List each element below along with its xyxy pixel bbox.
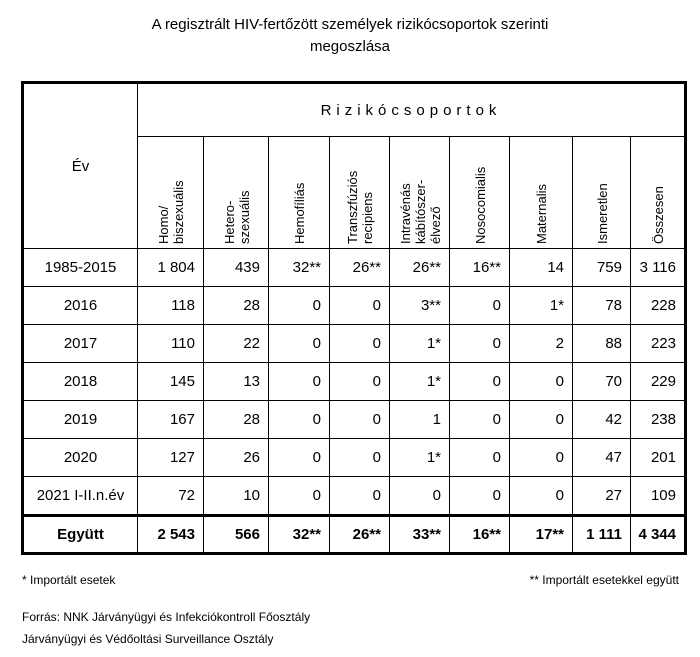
table-cell: 88: [573, 325, 631, 363]
total-cell: 17**: [510, 516, 573, 554]
column-header-line: Ismeretlen: [594, 183, 610, 244]
table-cell: 201: [631, 439, 686, 477]
table-cell: 228: [631, 287, 686, 325]
table-row: [23, 439, 686, 477]
row-year: 2017: [23, 325, 138, 363]
table-cell: 0: [269, 477, 330, 516]
table-cell: 0: [330, 439, 390, 477]
table-cell: 70: [573, 363, 631, 401]
table-cell: 16**: [450, 249, 510, 287]
table-cell: 22: [204, 325, 269, 363]
table-cell: 1*: [510, 287, 573, 325]
table-cell: 14: [510, 249, 573, 287]
table-cell: 1: [390, 401, 450, 439]
table-cell: 2: [510, 325, 573, 363]
table-cell: 13: [204, 363, 269, 401]
column-header-line: Hemofíliás: [292, 182, 307, 244]
table-cell: 26**: [330, 249, 390, 287]
column-header: [330, 137, 390, 249]
table-cell: 0: [269, 401, 330, 439]
table-cell: 0: [510, 439, 573, 477]
row-year: 2018: [23, 363, 138, 401]
total-cell: 566: [204, 516, 269, 554]
column-header-line: Intravénás: [397, 183, 413, 244]
table-cell: 118: [138, 287, 204, 325]
table-row: [23, 249, 686, 287]
table-cell: 0: [330, 477, 390, 516]
table-cell: 223: [631, 325, 686, 363]
row-year: 2020: [23, 439, 138, 477]
column-header: [269, 137, 330, 249]
column-header-line: Transzfúziós: [345, 170, 360, 244]
table-cell: 0: [450, 287, 510, 325]
total-label: Együtt: [23, 516, 138, 554]
column-header-line: Hetero-: [221, 200, 237, 244]
footnote-single-star: * Importált esetek: [22, 573, 116, 587]
table-cell: 1 804: [138, 249, 204, 287]
column-header-line: biszexuális: [171, 180, 186, 244]
column-header-line: Homo/: [156, 205, 171, 244]
column-header-label: [534, 184, 549, 244]
table-cell: 26**: [390, 249, 450, 287]
table-cell: 28: [204, 287, 269, 325]
table-row: [23, 401, 686, 439]
column-header: [138, 137, 204, 249]
source-line-2: Járványügyi és Védőoltási Surveillance Osztály: [22, 632, 274, 646]
column-header: [631, 137, 686, 249]
column-header-label: [473, 167, 488, 244]
table-cell: 42: [573, 401, 631, 439]
table-cell: 167: [138, 401, 204, 439]
table-cell: 0: [510, 401, 573, 439]
footnote-double-star: ** Importált esetekkel együtt: [529, 573, 679, 587]
column-header-line: szexuális: [236, 190, 252, 244]
year-header: Év: [23, 83, 138, 249]
table-cell: 47: [573, 439, 631, 477]
table-cell: 27: [573, 477, 631, 516]
column-header: [573, 137, 631, 249]
column-header-label: [398, 180, 443, 244]
total-cell: 1 111: [573, 516, 631, 554]
table-cell: 759: [573, 249, 631, 287]
column-header-line: kábítószer-: [412, 179, 428, 244]
column-header-line: Maternalis: [534, 184, 549, 244]
table-cell: 0: [450, 363, 510, 401]
table-cell: 1*: [390, 325, 450, 363]
table-cell: 0: [450, 401, 510, 439]
table-cell: 0: [269, 325, 330, 363]
column-header: [510, 137, 573, 249]
page-title: [0, 14, 700, 58]
column-header-line: Összesen: [651, 186, 666, 244]
table-cell: 0: [510, 363, 573, 401]
column-header-label: [156, 180, 186, 244]
table-cell: 0: [269, 287, 330, 325]
table-cell: 0: [450, 439, 510, 477]
total-cell: 16**: [450, 516, 510, 554]
table-cell: 0: [330, 325, 390, 363]
total-cell: 4 344: [631, 516, 686, 554]
table-cell: 10: [204, 477, 269, 516]
table-cell: 229: [631, 363, 686, 401]
row-year: 2016: [23, 287, 138, 325]
table-cell: 109: [631, 477, 686, 516]
table-cell: 78: [573, 287, 631, 325]
column-header-line: Nosocomialis: [472, 166, 488, 244]
table-cell: 28: [204, 401, 269, 439]
table-cell: 72: [138, 477, 204, 516]
total-row: [23, 516, 686, 554]
table-cell: 145: [138, 363, 204, 401]
table-cell: 3**: [390, 287, 450, 325]
table-row: [23, 325, 686, 363]
table-cell: 0: [330, 287, 390, 325]
table-cell: 0: [450, 325, 510, 363]
hiv-risk-table: [21, 81, 687, 555]
row-year: 2021 I-II.n.év: [23, 477, 138, 516]
column-header-label: [595, 183, 610, 244]
table-cell: 238: [631, 401, 686, 439]
table-cell: 1*: [390, 363, 450, 401]
table-cell: 32**: [269, 249, 330, 287]
title-line-2: megoszlása: [309, 38, 391, 55]
column-header: [390, 137, 450, 249]
row-year: 2019: [23, 401, 138, 439]
column-header: [204, 137, 269, 249]
total-cell: 2 543: [138, 516, 204, 554]
table-cell: 3 116: [631, 249, 686, 287]
table-cell: 0: [450, 477, 510, 516]
table-cell: 439: [204, 249, 269, 287]
total-cell: 32**: [269, 516, 330, 554]
total-cell: 33**: [390, 516, 450, 554]
column-header-label: [345, 171, 375, 244]
table-cell: 0: [390, 477, 450, 516]
column-header-label: [292, 183, 307, 244]
table-cell: 1*: [390, 439, 450, 477]
table-cell: 0: [269, 363, 330, 401]
risk-group-header: Rizikócsoportok: [138, 83, 686, 137]
column-header-label: [222, 191, 252, 244]
total-cell: 26**: [330, 516, 390, 554]
table-row: [23, 363, 686, 401]
row-year: 1985-2015: [23, 249, 138, 287]
table-cell: 0: [330, 363, 390, 401]
title-line-1: A regisztrált HIV-fertőzött személyek rizikócsoportok szerinti: [151, 16, 549, 33]
table-cell: 127: [138, 439, 204, 477]
column-header: [450, 137, 510, 249]
column-header-line: élvező: [427, 206, 443, 244]
table-cell: 0: [269, 439, 330, 477]
table-row: [23, 287, 686, 325]
table-cell: 110: [138, 325, 204, 363]
table-cell: 0: [510, 477, 573, 516]
column-header-line: recipiens: [360, 191, 375, 244]
table-cell: 0: [330, 401, 390, 439]
source-line-1: Forrás: NNK Járványügyi és Infekciókontroll Főosztály: [22, 610, 311, 624]
table-row: [23, 477, 686, 516]
column-header-label: [651, 186, 666, 244]
table-cell: 26: [204, 439, 269, 477]
